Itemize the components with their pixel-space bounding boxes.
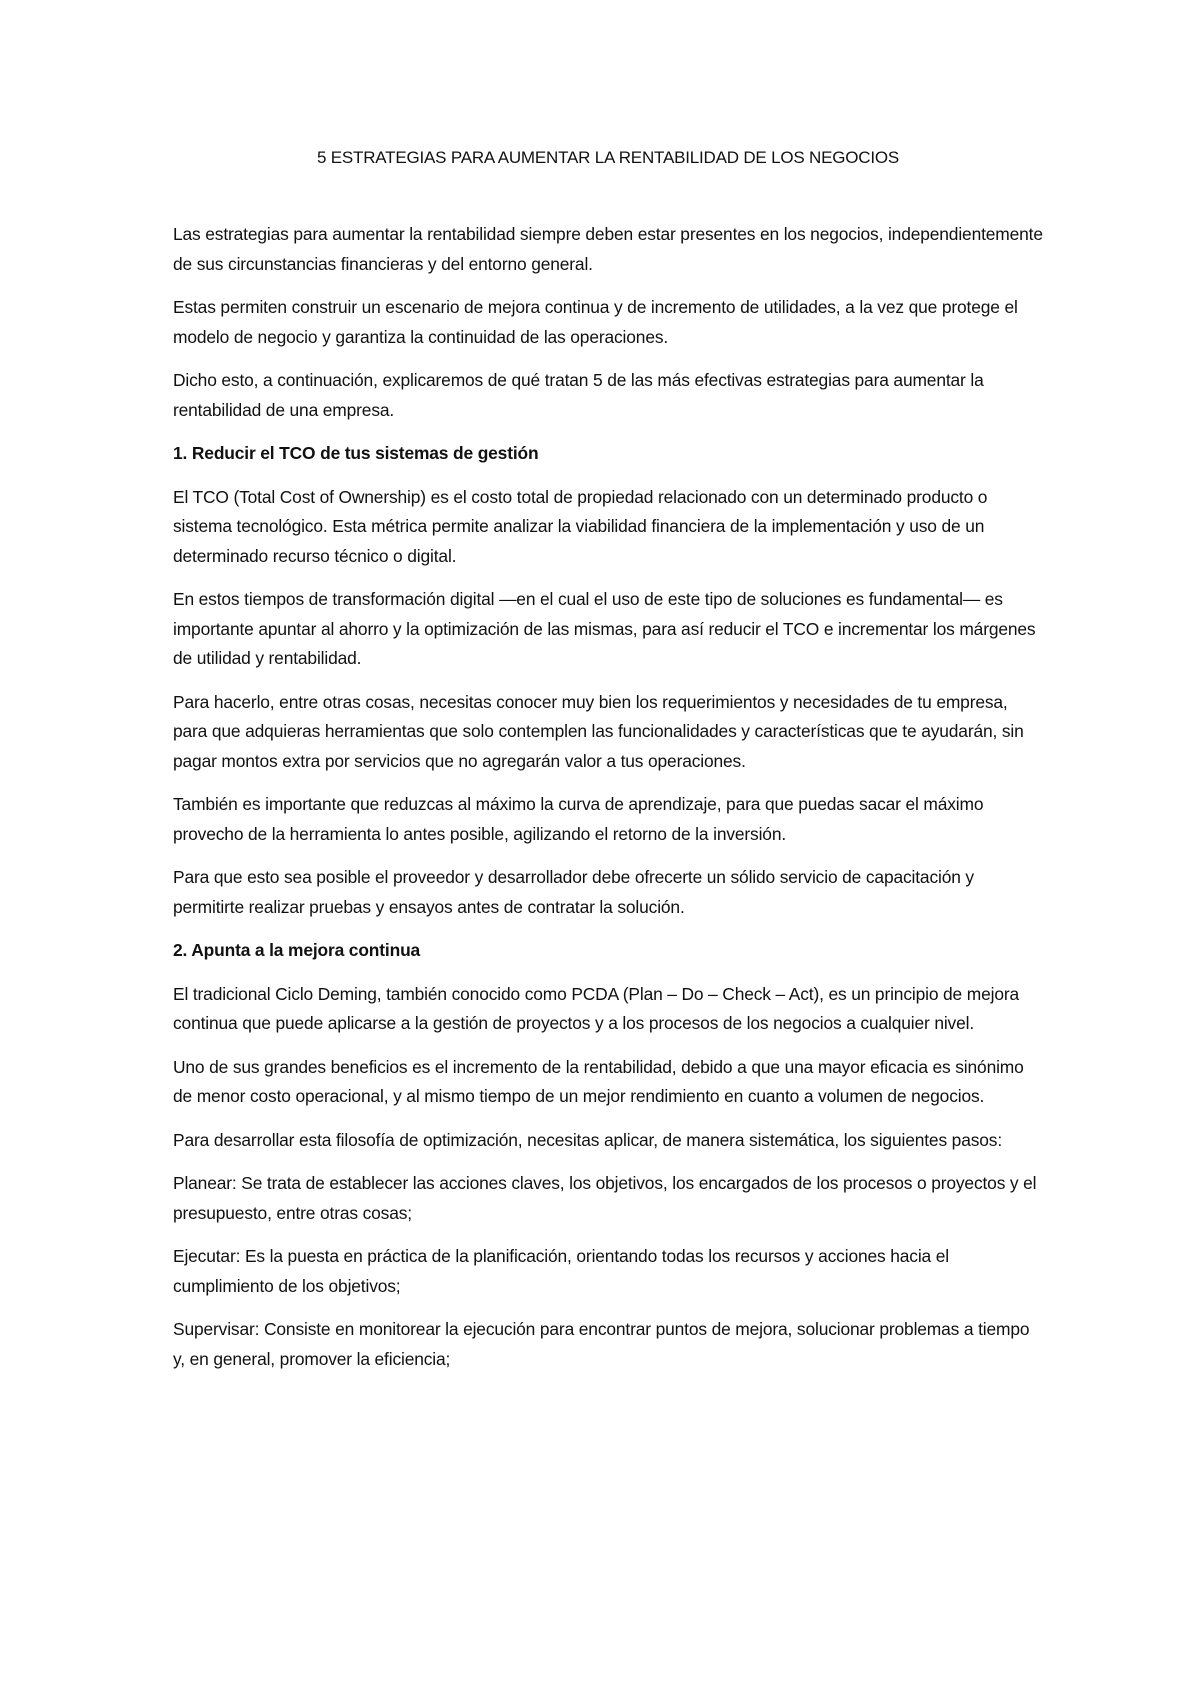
section1-paragraph: En estos tiempos de transformación digital —en el cual el uso de este tipo de soluciones es fundamental— es importante apuntar al ahorro y la optimización de las mismas, para así reducir el TCO e incrementar los márgenes de utilidad y rentabilidad.	[173, 589, 1036, 668]
section2-paragraph: Para desarrollar esta filosofía de optimización, necesitas aplicar, de manera sistemática, los siguientes pasos:	[173, 1129, 1003, 1150]
section1-paragraph: Para que esto sea posible el proveedor y desarrollador debe ofrecerte un sólido servicio de capacitación y permitirte realizar pruebas y ensayos antes de contratar la solución.	[173, 867, 974, 917]
document-body	[173, 146, 1043, 1388]
section-heading-mejora-continua: 2. Apunta a la mejora continua	[173, 940, 421, 960]
section2-paragraph: El tradicional Ciclo Deming, también conocido como PCDA (Plan – Do – Check – Act), es un principio de mejora continua que puede aplicarse a la gestión de proyectos y a los procesos de los negocios a cualquier nivel.	[173, 983, 1020, 1033]
section-heading-reducir-tco: 1. Reducir el TCO de tus sistemas de gestión	[173, 443, 539, 463]
document-title: 5 ESTRATEGIAS PARA AUMENTAR LA RENTABILIDAD DE LOS NEGOCIOS	[316, 148, 900, 167]
section1-paragraph: El TCO (Total Cost of Ownership) es el costo total de propiedad relacionado con un determinado producto o sistema tecnológico. Esta métrica permite analizar la viabilidad financiera de la implementación y uso de un determinado recurso técnico o digital.	[173, 486, 988, 566]
section1-paragraph: Para hacerlo, entre otras cosas, necesitas conocer muy bien los requerimientos y necesidades de tu empresa, para que adquieras herramientas que solo contemplen las funcionalidades y características que te ayudarán, sin pagar montos extra por servicios que no agregarán valor a tus operaciones.	[173, 691, 1024, 771]
intro-paragraph: Las estrategias para aumentar la rentabilidad siempre deben estar presentes en los negocios, independientemente de sus circunstancias financieras y del entorno general.	[173, 224, 1043, 274]
intro-paragraph: Estas permiten construir un escenario de mejora continua y de incremento de utilidades, a la vez que protege el modelo de negocio y garantiza la continuidad de las operaciones.	[173, 297, 1018, 347]
step-ejecutar: Ejecutar: Es la puesta en práctica de la planificación, orientando todas los recursos y acciones hacia el cumplimiento de los objetivos;	[173, 1246, 949, 1296]
section1-paragraph: También es importante que reduzcas al máximo la curva de aprendizaje, para que puedas sacar el máximo provecho de la herramienta lo antes posible, agilizando el retorno de la inversión.	[173, 794, 984, 844]
step-supervisar: Supervisar: Consiste en monitorear la ejecución para encontrar puntos de mejora, solucionar problemas a tiempo y, en general, promover la eficiencia;	[173, 1319, 1030, 1369]
step-planear: Planear: Se trata de establecer las acciones claves, los objetivos, los encargados de los procesos o proyectos y el presupuesto, entre otras cosas;	[173, 1173, 1037, 1223]
section2-paragraph: Uno de sus grandes beneficios es el incremento de la rentabilidad, debido a que una mayor eficacia es sinónimo de menor costo operacional, y al mismo tiempo de un mejor rendimiento en cuanto a volumen de negocios.	[173, 1056, 1024, 1106]
intro-paragraph: Dicho esto, a continuación, explicaremos de qué tratan 5 de las más efectivas estrategias para aumentar la rentabilidad de una empresa.	[173, 370, 984, 420]
